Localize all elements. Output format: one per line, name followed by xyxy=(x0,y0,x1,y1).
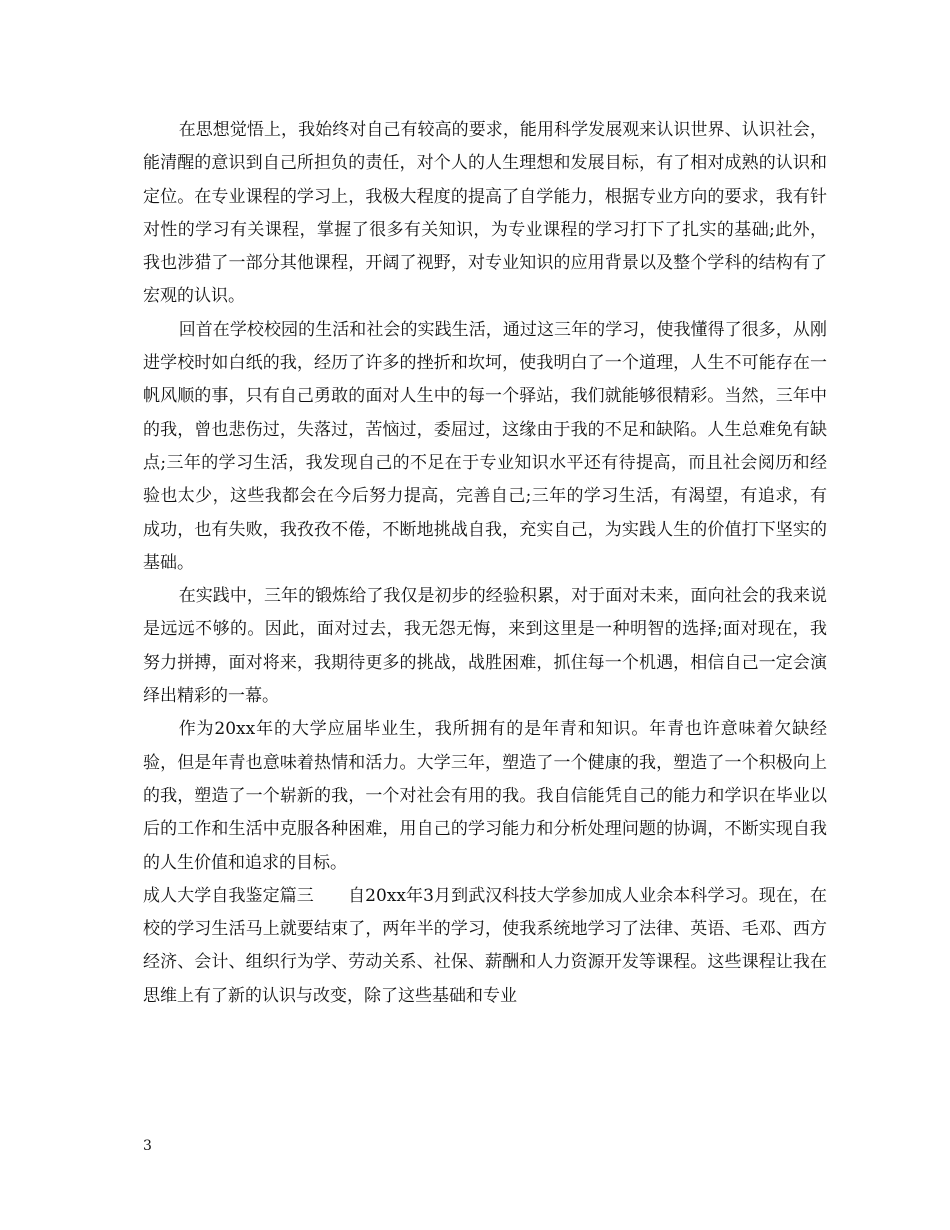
paragraph-campus-life: 回首在学校校园的生活和社会的实践生活，通过这三年的学习，使我懂得了很多，从刚进学校时如白纸的我，经历了许多的挫折和坎坷，使我明白了一个道理，人生不可能存在一帆风顺的事，只有自己勇敢的面对人生中的每一个驿站，我们就能够很精彩。当然，三年中的我，曾也悲伤过，失落过，苦恼过，委屈过，这缘由于我的不足和缺陷。人生总难免有缺点;三年的学习生活，我发现自己的不足在于专业知识水平还有待提高，而且社会阅历和经验也太少，这些我都会在今后努力提高，完善自己;三年的学习生活，有渴望，有追求，有成功，也有失败，我孜孜不倦，不断地挑战自我，充实自己，为实践人生的价值打下坚实的基础。 xyxy=(143,319,827,573)
paragraph-section-three: 成人大学自我鉴定篇三 自20xx年3月到武汉科技大学参加成人业余本科学习。现在，在校的学习生活马上就要结束了，两年半的学习，使我系统地学习了法律、英语、毛邓、西方经济、会计、组织行为学、劳动关系、社保、薪酬和人力资源开发等课程。这些课程让我在思维上有了新的认识与改变，除了这些基础和专业 xyxy=(143,885,827,1006)
page-number: 3 xyxy=(143,1138,152,1154)
paragraph-practice: 在实践中，三年的锻炼给了我仅是初步的经验积累，对于面对未来，面向社会的我来说是远远不够的。因此，面对过去，我无怨无悔，来到这里是一种明智的选择;面对现在，我努力拼搏，面对将来，我期待更多的挑战，战胜困难，抓住每一个机遇，相信自己一定会演绎出精彩的一幕。 xyxy=(143,586,827,707)
paragraph-ideology: 在思想觉悟上，我始终对自己有较高的要求，能用科学发展观来认识世界、认识社会，能清醒的意识到自己所担负的责任，对个人的人生理想和发展目标，有了相对成熟的认识和定位。在专业课程的学习上，我极大程度的提高了自学能力，根据专业方向的要求，我有针对性的学习有关课程，掌握了很多有关知识，为专业课程的学习打下了扎实的基础;此外，我也涉猎了一部分其他课程，开阔了视野，对专业知识的应用背景以及整个学科的结构有了宏观的认识。 xyxy=(143,120,827,307)
paragraph-graduate: 作为20xx年的大学应届毕业生，我所拥有的是年青和知识。年青也许意味着欠缺经验，但是年青也意味着热情和活力。大学三年，塑造了一个健康的我，塑造了一个积极向上的我，塑造了一个崭新的我，一个对社会有用的我。我自信能凭自己的能力和学识在毕业以后的工作和生活中克服各种困难，用自己的学习能力和分析处理问题的协调，不断实现自我的人生价值和追求的目标。 xyxy=(143,719,827,873)
document-body xyxy=(143,114,827,1013)
